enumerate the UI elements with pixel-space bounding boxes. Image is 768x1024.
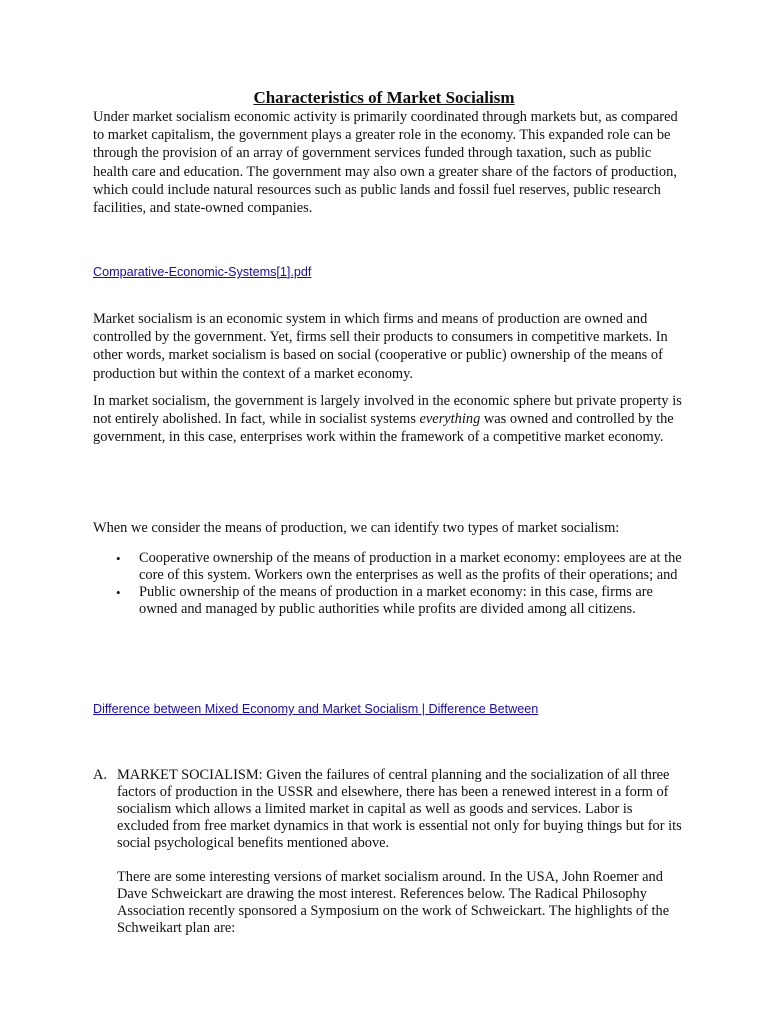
section-marker: A. — [93, 767, 107, 783]
involvement-text-end: was owned and controlled by the government, in this case, enterprises work within the framework of a competitive market economy. — [93, 411, 674, 446]
bullet-icon: • — [116, 551, 121, 566]
involvement-text-start: In market socialism, the government is largely involved in the economic sphere but private property is not entirely abolished. In fact, while in socialist systems — [93, 393, 682, 428]
types-intro-paragraph: When we consider the means of production, we can identify two types of market socialism: — [93, 520, 620, 536]
list-item — [112, 584, 684, 618]
intro-paragraph: Under market socialism economic activity is primarily coordinated through markets but, as compared to market capitalism, the government plays a greater role in the economy. This expanded role can be through the provision of an array of government services funded through taxation, such as public health care and education. The government may also own a greater share of the factors of production, which could include natural resources such as public lands and fossil fuel reserves, public research facilities, and state-owned companies. — [93, 109, 678, 217]
bullet-text-cooperative: Cooperative ownership of the means of production in a market economy: employees are at the core of this system. Workers own the enterprises as well as the profits of their operations; and — [139, 550, 682, 583]
section-a — [93, 767, 685, 954]
bullet-icon: • — [116, 585, 121, 600]
mixed-economy-difference-link[interactable]: Difference between Mixed Economy and Market Socialism | Difference Between — [93, 702, 539, 716]
section-body — [117, 767, 685, 937]
section-paragraph-2: There are some interesting versions of market socialism around. In the USA, John Roemer and Dave Schweickart are drawing the most interest. References below. The Radical Philosophy Association recently sponsored a Symposium on the work of Schweickart. The highlights of the Schweikart plan are: — [117, 869, 670, 936]
list-item — [112, 550, 684, 584]
definition-paragraph: Market socialism is an economic system in which firms and means of production are owned and controlled by the government. Yet, firms sell their products to consumers in competitive markets. In other words, market socialism is based on social (cooperative or public) ownership of the means of production but within the context of a market economy. — [93, 311, 668, 382]
market-socialism-types-list — [112, 550, 684, 618]
document-title: Characteristics of Market Socialism — [253, 88, 515, 107]
involvement-paragraph — [93, 392, 683, 447]
involvement-emphasis: everything — [419, 411, 481, 428]
comparative-systems-pdf-link[interactable]: Comparative-Economic-Systems[1].pdf — [93, 265, 312, 279]
section-paragraph-1: MARKET SOCIALISM: Given the failures of central planning and the socialization of all three factors of production in the USSR and elsewhere, there has been a renewed interest in a form of socialism which allows a limited market in capital as well as goods and services. Labor is excluded from free market dynamics in that work is essential not only for buying things but for its social psychological benefits mentioned above. — [117, 767, 682, 851]
bullet-text-public: Public ownership of the means of production in a market economy: in this case, firms are owned and managed by public authorities while profits are divided among all citizens. — [139, 584, 653, 617]
